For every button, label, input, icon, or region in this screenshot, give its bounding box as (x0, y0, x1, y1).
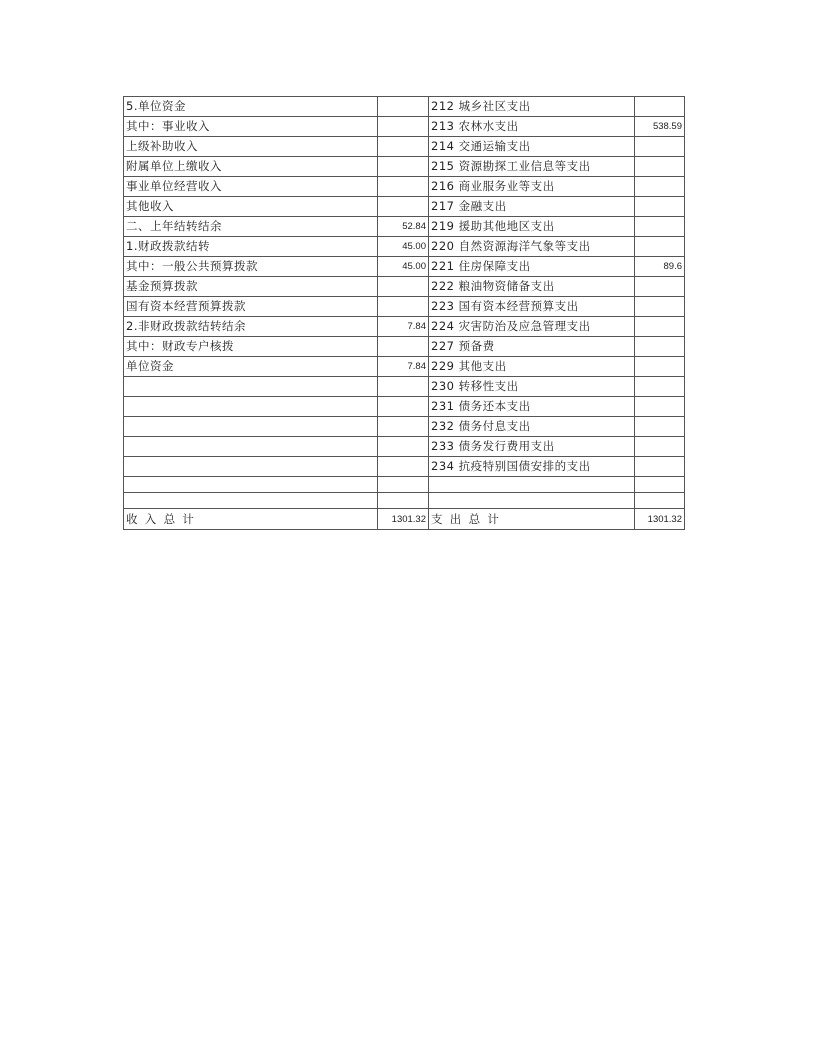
blank-cell (124, 477, 378, 493)
income-item: 1.财政拨款结转 (124, 237, 378, 257)
table-row (124, 417, 685, 437)
table-row (124, 157, 685, 177)
expense-amount (635, 397, 685, 417)
table-row (124, 237, 685, 257)
income-item (124, 377, 378, 397)
expense-item: 213 农林水支出 (429, 117, 635, 137)
expense-amount (635, 277, 685, 297)
income-item: 基金预算拨款 (124, 277, 378, 297)
expense-item: 223 国有资本经营预算支出 (429, 297, 635, 317)
expense-amount (635, 177, 685, 197)
expense-amount (635, 457, 685, 477)
table-body (124, 97, 685, 530)
expense-total-amount: 1301.32 (635, 509, 685, 530)
table-row (124, 377, 685, 397)
blank-row (124, 493, 685, 509)
expense-amount (635, 317, 685, 337)
blank-row (124, 477, 685, 493)
expense-item: 212 城乡社区支出 (429, 97, 635, 117)
income-amount: 7.84 (378, 357, 429, 377)
budget-table (123, 96, 685, 530)
table-row (124, 257, 685, 277)
expense-item: 233 债务发行费用支出 (429, 437, 635, 457)
income-amount (378, 277, 429, 297)
blank-cell (635, 477, 685, 493)
blank-cell (378, 477, 429, 493)
expense-amount (635, 337, 685, 357)
income-amount (378, 157, 429, 177)
table-row (124, 457, 685, 477)
expense-amount (635, 137, 685, 157)
income-amount: 52.84 (378, 217, 429, 237)
total-row (124, 509, 685, 530)
income-item: 5.单位资金 (124, 97, 378, 117)
expense-item: 217 金融支出 (429, 197, 635, 217)
income-item: 其中：事业收入 (124, 117, 378, 137)
expense-amount (635, 217, 685, 237)
income-item (124, 417, 378, 437)
expense-item: 222 粮油物资储备支出 (429, 277, 635, 297)
income-item: 其他收入 (124, 197, 378, 217)
blank-cell (635, 493, 685, 509)
table-row (124, 397, 685, 417)
expense-amount (635, 437, 685, 457)
income-item (124, 397, 378, 417)
expense-amount (635, 297, 685, 317)
income-item (124, 457, 378, 477)
income-amount (378, 117, 429, 137)
expense-item: 219 援助其他地区支出 (429, 217, 635, 237)
income-item: 其中：一般公共预算拨款 (124, 257, 378, 277)
income-amount: 45.00 (378, 257, 429, 277)
income-amount (378, 377, 429, 397)
expense-item: 230 转移性支出 (429, 377, 635, 397)
expense-amount: 538.59 (635, 117, 685, 137)
table-row (124, 337, 685, 357)
table-row (124, 437, 685, 457)
income-amount: 45.00 (378, 237, 429, 257)
income-amount (378, 297, 429, 317)
income-item: 附属单位上缴收入 (124, 157, 378, 177)
expense-item: 232 债务付息支出 (429, 417, 635, 437)
income-amount (378, 397, 429, 417)
expense-amount (635, 197, 685, 217)
table-row (124, 117, 685, 137)
expense-item: 220 自然资源海洋气象等支出 (429, 237, 635, 257)
income-item: 国有资本经营预算拨款 (124, 297, 378, 317)
income-item: 其中：财政专户核拨 (124, 337, 378, 357)
blank-cell (378, 493, 429, 509)
income-amount (378, 197, 429, 217)
income-amount (378, 437, 429, 457)
income-amount (378, 457, 429, 477)
table-row (124, 97, 685, 117)
income-item: 2.非财政拨款结转结余 (124, 317, 378, 337)
expense-item: 215 资源勘探工业信息等支出 (429, 157, 635, 177)
table-row (124, 277, 685, 297)
income-item: 二、上年结转结余 (124, 217, 378, 237)
table-row (124, 137, 685, 157)
expense-item: 221 住房保障支出 (429, 257, 635, 277)
expense-amount (635, 417, 685, 437)
income-amount (378, 97, 429, 117)
income-item: 事业单位经营收入 (124, 177, 378, 197)
table-row (124, 297, 685, 317)
income-item (124, 437, 378, 457)
income-amount (378, 417, 429, 437)
expense-amount: 89.6 (635, 257, 685, 277)
expense-amount (635, 377, 685, 397)
income-amount (378, 137, 429, 157)
expense-total-label: 支 出 总 计 (429, 509, 635, 530)
table-row (124, 177, 685, 197)
expense-item: 216 商业服务业等支出 (429, 177, 635, 197)
expense-item: 231 债务还本支出 (429, 397, 635, 417)
expense-item: 229 其他支出 (429, 357, 635, 377)
expense-amount (635, 237, 685, 257)
blank-cell (429, 493, 635, 509)
table-row (124, 217, 685, 237)
expense-amount (635, 357, 685, 377)
income-item: 单位资金 (124, 357, 378, 377)
table-row (124, 357, 685, 377)
income-amount (378, 177, 429, 197)
income-amount: 7.84 (378, 317, 429, 337)
income-item: 上级补助收入 (124, 137, 378, 157)
income-amount (378, 337, 429, 357)
expense-item: 224 灾害防治及应急管理支出 (429, 317, 635, 337)
blank-cell (429, 477, 635, 493)
table-row (124, 197, 685, 217)
expense-item: 227 预备费 (429, 337, 635, 357)
expense-amount (635, 97, 685, 117)
expense-item: 234 抗疫特别国债安排的支出 (429, 457, 635, 477)
expense-item: 214 交通运输支出 (429, 137, 635, 157)
income-total-label: 收 入 总 计 (124, 509, 378, 530)
income-total-amount: 1301.32 (378, 509, 429, 530)
expense-amount (635, 157, 685, 177)
table-row (124, 317, 685, 337)
blank-cell (124, 493, 378, 509)
